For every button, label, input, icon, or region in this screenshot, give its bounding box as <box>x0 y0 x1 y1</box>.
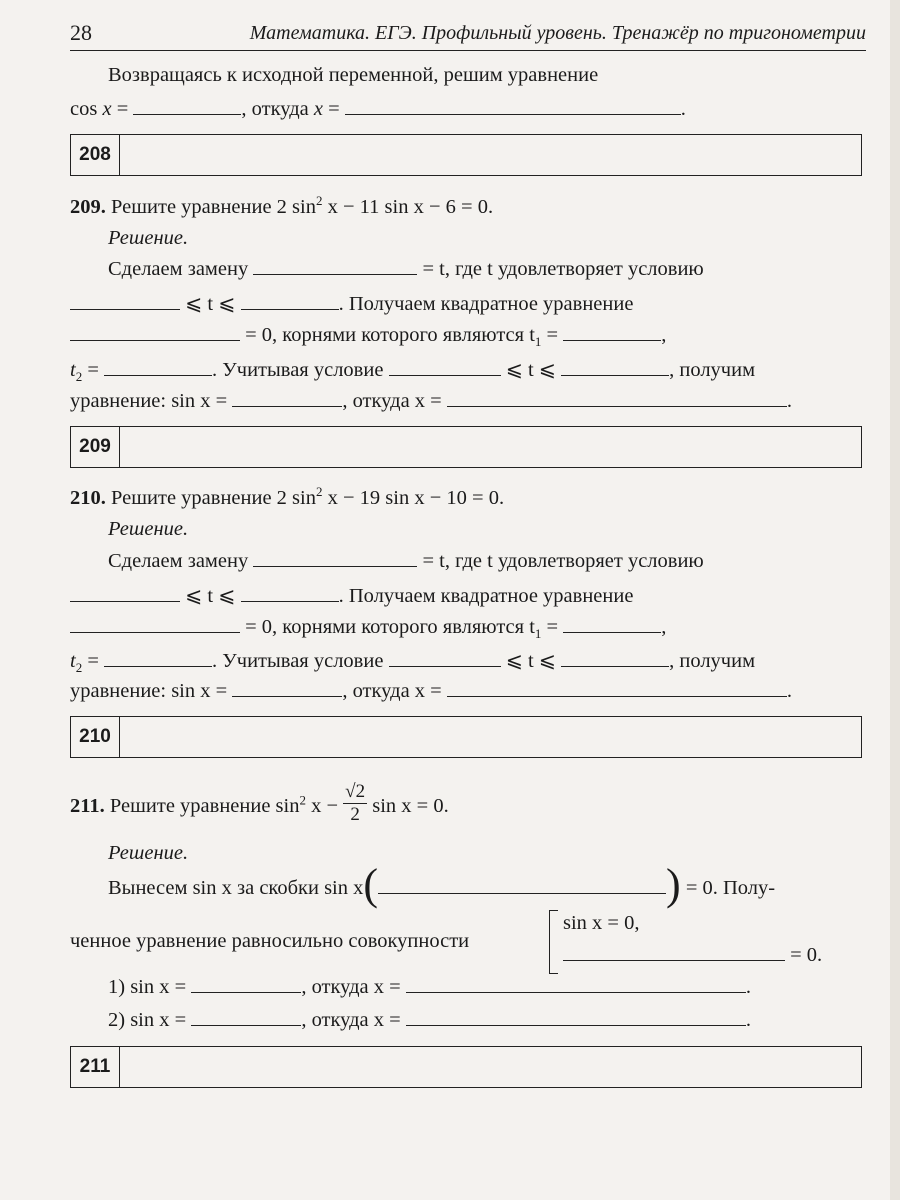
answer-blank[interactable] <box>406 1009 746 1026</box>
answer-blank[interactable] <box>133 98 241 115</box>
answer-box-210[interactable] <box>70 716 862 758</box>
problem-title: 211. Решите уравнение $\sin^2 x$ − $\frac{√2}{2}$ sin x = 0. <box>70 781 449 825</box>
text-line: 1) sin x = , откуда x = . <box>108 976 751 998</box>
answer-blank[interactable] <box>561 650 669 667</box>
answer-blank[interactable] <box>389 650 501 667</box>
text-line: Возвращаясь к исходной переменной, решим уравнение <box>108 64 599 86</box>
text-line: уравнение: sin x = , откуда x = . <box>70 390 792 412</box>
system-line-1: sin x = 0, <box>563 912 640 934</box>
answer-box-label: 208 <box>71 135 120 175</box>
text-line: ⩽ t ⩽ . Получаем квадратное уравнение <box>70 583 633 608</box>
answer-box-208[interactable] <box>70 134 862 176</box>
text-line: Вынесем sin x за скобки sin x( ) = 0. Полу- <box>108 860 776 909</box>
system-bracket <box>549 910 558 974</box>
answer-blank[interactable] <box>561 359 669 376</box>
text-line: ⩽ t ⩽ . Получаем квадратное уравнение <box>70 291 633 316</box>
answer-blank[interactable] <box>241 585 339 602</box>
answer-blank[interactable] <box>378 877 666 894</box>
answer-box-label: 210 <box>71 717 120 757</box>
answer-blank[interactable] <box>241 293 339 310</box>
running-title: Математика. ЕГЭ. Профильный уровень. Тренажёр по тригонометрии <box>249 22 866 44</box>
solution-label: Решение. <box>108 842 189 864</box>
text-line: ченное уравнение равносильно совокупности <box>70 930 470 952</box>
answer-box-label: 209 <box>71 427 120 467</box>
page-spine-shadow <box>890 0 900 1200</box>
answer-blank[interactable] <box>104 359 212 376</box>
answer-box-209[interactable] <box>70 426 862 468</box>
text-line: $t_2$ = . Учитывая условие ⩽ t ⩽ , получим <box>70 650 756 676</box>
answer-blank[interactable] <box>447 390 787 407</box>
answer-blank[interactable] <box>563 944 785 961</box>
problem-title: 210. Решите уравнение 2 $\sin^2 x - 19$ sin x − 10 = 0. <box>70 484 505 509</box>
answer-blank[interactable] <box>70 293 180 310</box>
text-line: $t_2$ = . Учитывая условие ⩽ t ⩽ , получим <box>70 359 756 385</box>
answer-blank[interactable] <box>70 324 240 341</box>
answer-blank[interactable] <box>70 585 180 602</box>
text-line: 2) sin x = , откуда x = . <box>108 1009 751 1031</box>
text-line: cos x = , откуда x = . <box>70 98 686 120</box>
page-header <box>70 20 866 51</box>
solution-label: Решение. <box>108 227 189 249</box>
answer-box-211[interactable] <box>70 1046 862 1088</box>
problem-title: 209. Решите уравнение 2 $\sin^2 x - 11$ sin x − 6 = 0. <box>70 193 494 218</box>
answer-blank[interactable] <box>191 1009 301 1026</box>
answer-box-label: 211 <box>71 1047 120 1087</box>
solution-label: Решение. <box>108 518 189 540</box>
answer-blank[interactable] <box>253 550 417 567</box>
answer-blank[interactable] <box>104 650 212 667</box>
answer-blank[interactable] <box>345 98 681 115</box>
answer-blank[interactable] <box>232 390 342 407</box>
page-number: 28 <box>70 20 92 45</box>
answer-blank[interactable] <box>563 616 661 633</box>
text-line: = 0, корнями которого являются $t_1$ = , <box>70 324 666 350</box>
answer-blank[interactable] <box>563 324 661 341</box>
answer-blank[interactable] <box>406 976 746 993</box>
fraction-sqrt2-over-2: $\frac{√2}{2}$ <box>345 781 366 825</box>
answer-blank[interactable] <box>191 976 301 993</box>
text-line: Сделаем замену = t, где t удовлетворяет условию <box>108 258 704 280</box>
text-line: уравнение: sin x = , откуда x = . <box>70 680 792 702</box>
answer-blank[interactable] <box>447 680 787 697</box>
system-line-2: = 0. <box>563 944 822 967</box>
answer-blank[interactable] <box>232 680 342 697</box>
text-line: Сделаем замену = t, где t удовлетворяет условию <box>108 550 704 572</box>
answer-blank[interactable] <box>70 616 240 633</box>
text-line: = 0, корнями которого являются $t_1$ = , <box>70 616 666 642</box>
answer-blank[interactable] <box>253 258 417 275</box>
answer-blank[interactable] <box>389 359 501 376</box>
